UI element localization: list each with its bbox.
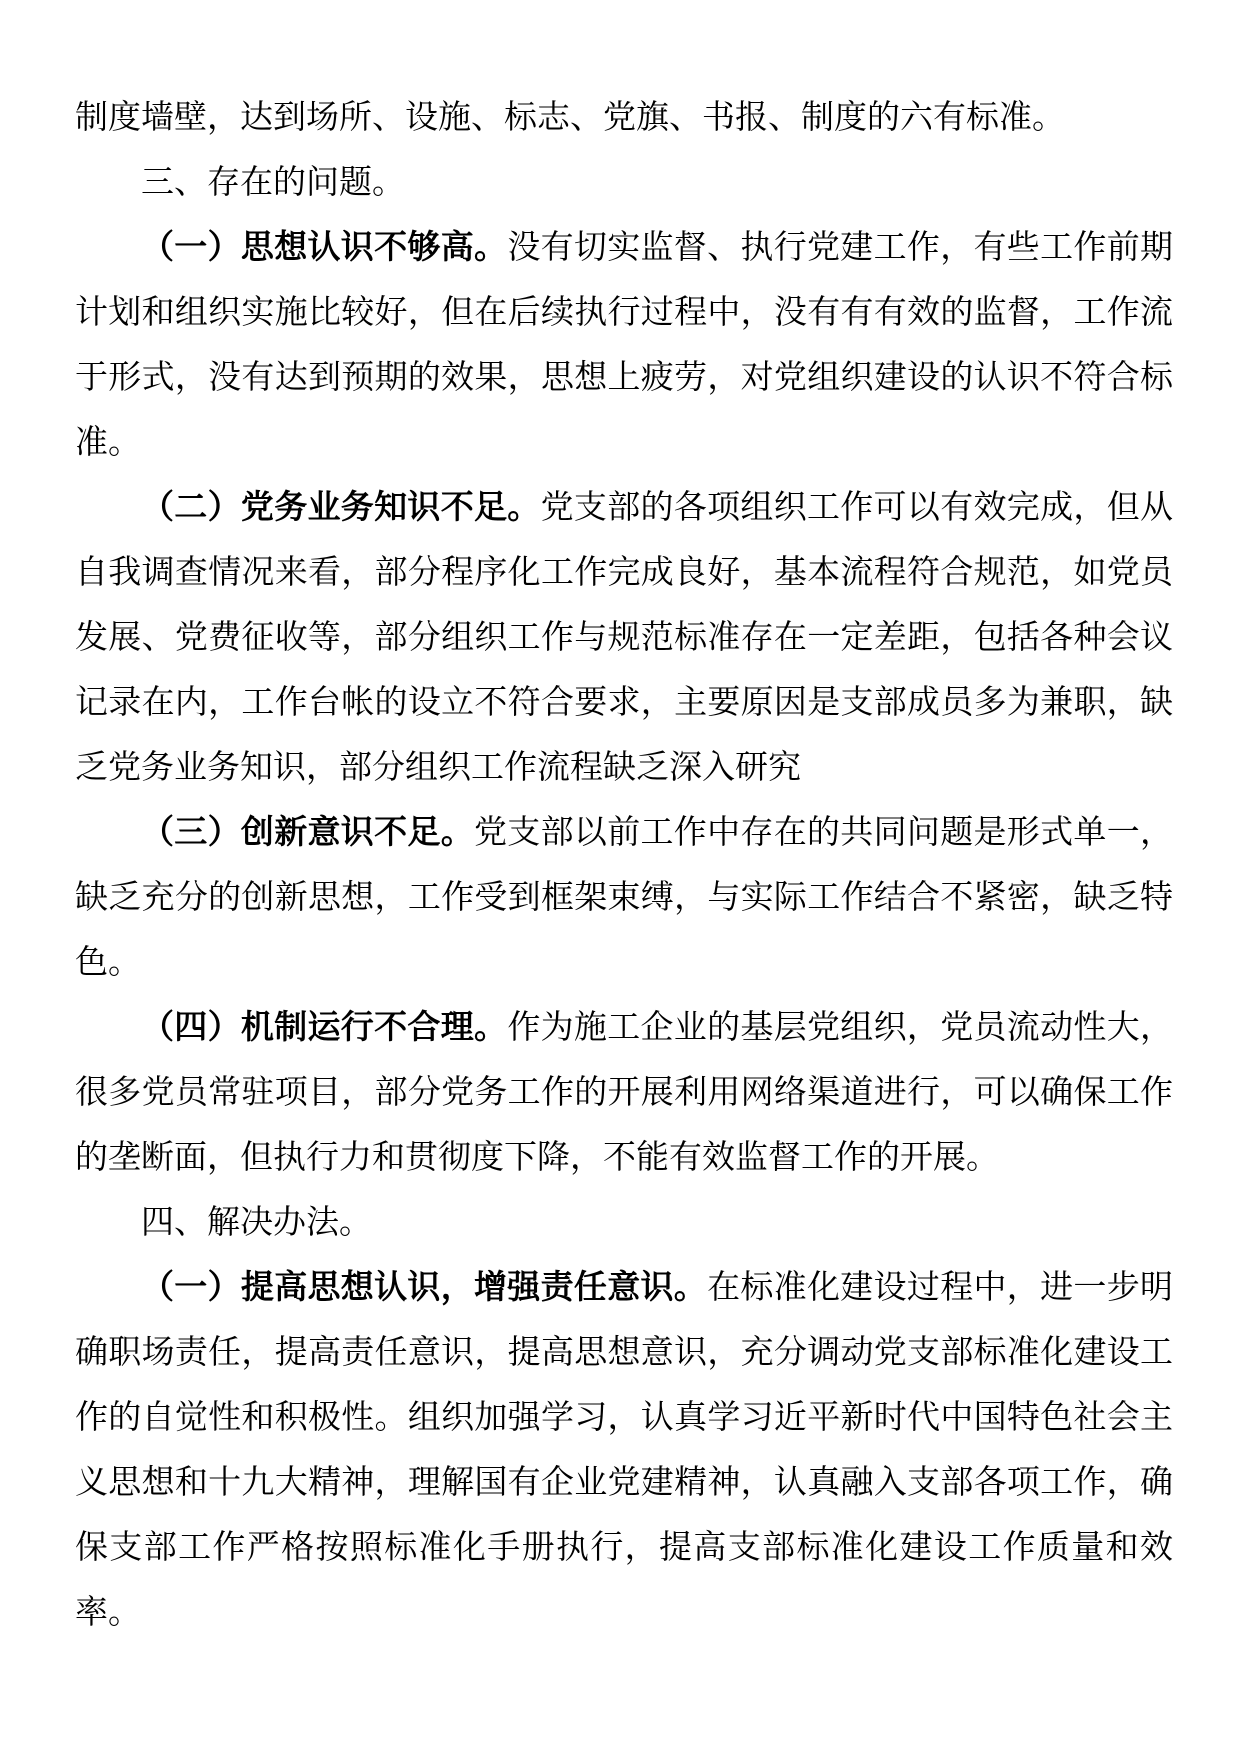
item-body: 没有切实监督、执行党建工作，有些工作前期计划和组织实施比较好，但在后续执行过程中，没有有有效的监督，工作流于形式，没有达到预期的效果，思想上疲劳，对党组织建设的认识不符合标准。 bbox=[75, 227, 1174, 461]
item-body: 在标准化建设过程中，进一步明确职场责任，提高责任意识，提高思想意识，充分调动党支部标准化建设工作的自觉性和积极性。组织加强学习，认真学习近平新时代中国特色社会主义思想和十九大精神，理解国有企业党建精神，认真融入支部各项工作，确保支部工作严格按照标准化手册执行，提高支部标准化建设工作质量和效率。 bbox=[75, 1267, 1174, 1631]
section-heading-text: 四、解决办法。 bbox=[141, 1202, 372, 1241]
item-body: 党支部以前工作中存在的共同问题是形式单一，缺乏充分的创新思想，工作受到框架束缚，与实际工作结合不紧密，缺乏特色。 bbox=[75, 812, 1174, 981]
item-body: 党支部的各项组织工作可以有效完成，但从自我调查情况来看，部分程序化工作完成良好，基本流程符合规范，如党员发展、党费征收等，部分组织工作与规范标准存在一定差距，包括各种会议记录在内，工作台帐的设立不符合要求，主要原因是支部成员多为兼职，缺乏党务业务知识，部分组织工作流程缺乏深入研究 bbox=[75, 487, 1174, 786]
item-heading: （一）思想认识不够高。 bbox=[141, 227, 508, 266]
paragraph-continuation bbox=[75, 84, 1173, 149]
problem-item-1 bbox=[75, 214, 1173, 474]
section-heading-solutions bbox=[75, 1189, 1173, 1254]
problem-item-3 bbox=[75, 799, 1173, 994]
section-heading-text: 三、存在的问题。 bbox=[141, 162, 405, 201]
problem-item-4 bbox=[75, 994, 1173, 1189]
paragraph-text: 制度墙壁，达到场所、设施、标志、党旗、书报、制度的六有标准。 bbox=[75, 97, 1065, 136]
item-heading: （一）提高思想认识，增强责任意识。 bbox=[141, 1267, 708, 1306]
item-body: 作为施工企业的基层党组织，党员流动性大，很多党员常驻项目，部分党务工作的开展利用网络渠道进行，可以确保工作的垄断面，但执行力和贯彻度下降，不能有效监督工作的开展。 bbox=[75, 1007, 1174, 1176]
item-heading: （四）机制运行不合理。 bbox=[141, 1007, 508, 1046]
section-heading-problems bbox=[75, 149, 1173, 214]
problem-item-2 bbox=[75, 474, 1173, 799]
solution-item-1 bbox=[75, 1254, 1173, 1644]
item-heading: （三）创新意识不足。 bbox=[141, 812, 474, 851]
document-body bbox=[75, 84, 1173, 1644]
item-heading: （二）党务业务知识不足。 bbox=[141, 487, 541, 526]
